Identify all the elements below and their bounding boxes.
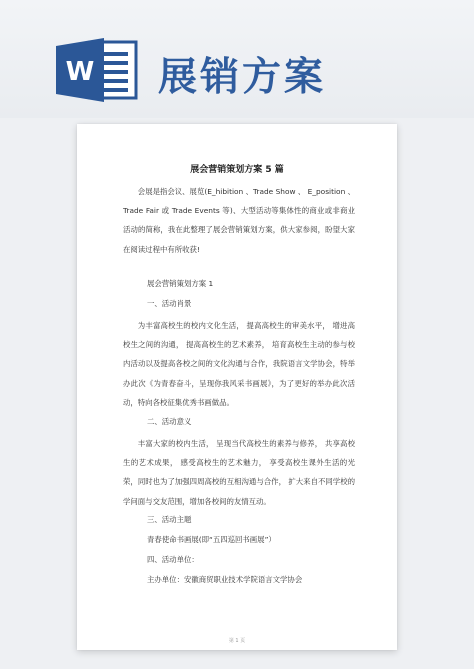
- heading-organizers: 四、活动单位：: [147, 555, 199, 564]
- word-logo-letter: W: [65, 57, 95, 87]
- significance-paragraph: 丰富大家的校内生活， 呈现当代高校生的素养与修养， 共享高校生的艺术成果， 感受高校生的艺术魅力， 享受高校生课外生活的光荣，同时也为了加强四周高校的互相沟通与合作， 扩大来自不同学校的学问面与交友范围，增加各校间的友情互动。: [123, 439, 355, 506]
- intro-paragraph: 会展是指会议、展览(E_hibition 、Trade Show 、 E_position 、Trade Fair 或 Trade Events 等)、大型活动等集体性的商业或非商业活动的简称，我在此整理了展会营销策划方案，供大家参阅，盼望大家在阅读过程中有所收获!: [123, 187, 355, 254]
- background-paragraph: 为丰富高校生的校内文化生活， 提高高校生的审美水平， 增进高校生之间的沟通， 提高高校生的艺术素养， 培育高校生主动的参与校内活动以及提高各校之间的文化沟通与合作，我院语言文学协会，特举办此次《为青春奋斗，呈现你我风采书画展》，为了更好的举办此次活动，特向各校征集优秀书画做品。: [123, 321, 355, 407]
- banner: [0, 0, 474, 118]
- section-title: 展会营销策划方案 1: [147, 279, 214, 288]
- word-icon: [56, 38, 142, 102]
- page-number: 第 1 页: [228, 638, 246, 644]
- theme-text: 青春使命书画展(即“五四巡回书画展”）: [147, 535, 276, 544]
- heading-theme: 三、活动主题: [147, 515, 192, 524]
- host-unit: 主办单位：安徽商贸职业技术学院语言文学协会: [147, 575, 303, 584]
- heading-background: 一、活动肖景: [147, 299, 192, 308]
- document-page: [77, 124, 397, 650]
- heading-significance: 二、活动意义: [147, 417, 192, 426]
- document-title: 展会营销策划方案 5 篇: [190, 165, 284, 175]
- banner-title: 展销方案: [158, 55, 327, 100]
